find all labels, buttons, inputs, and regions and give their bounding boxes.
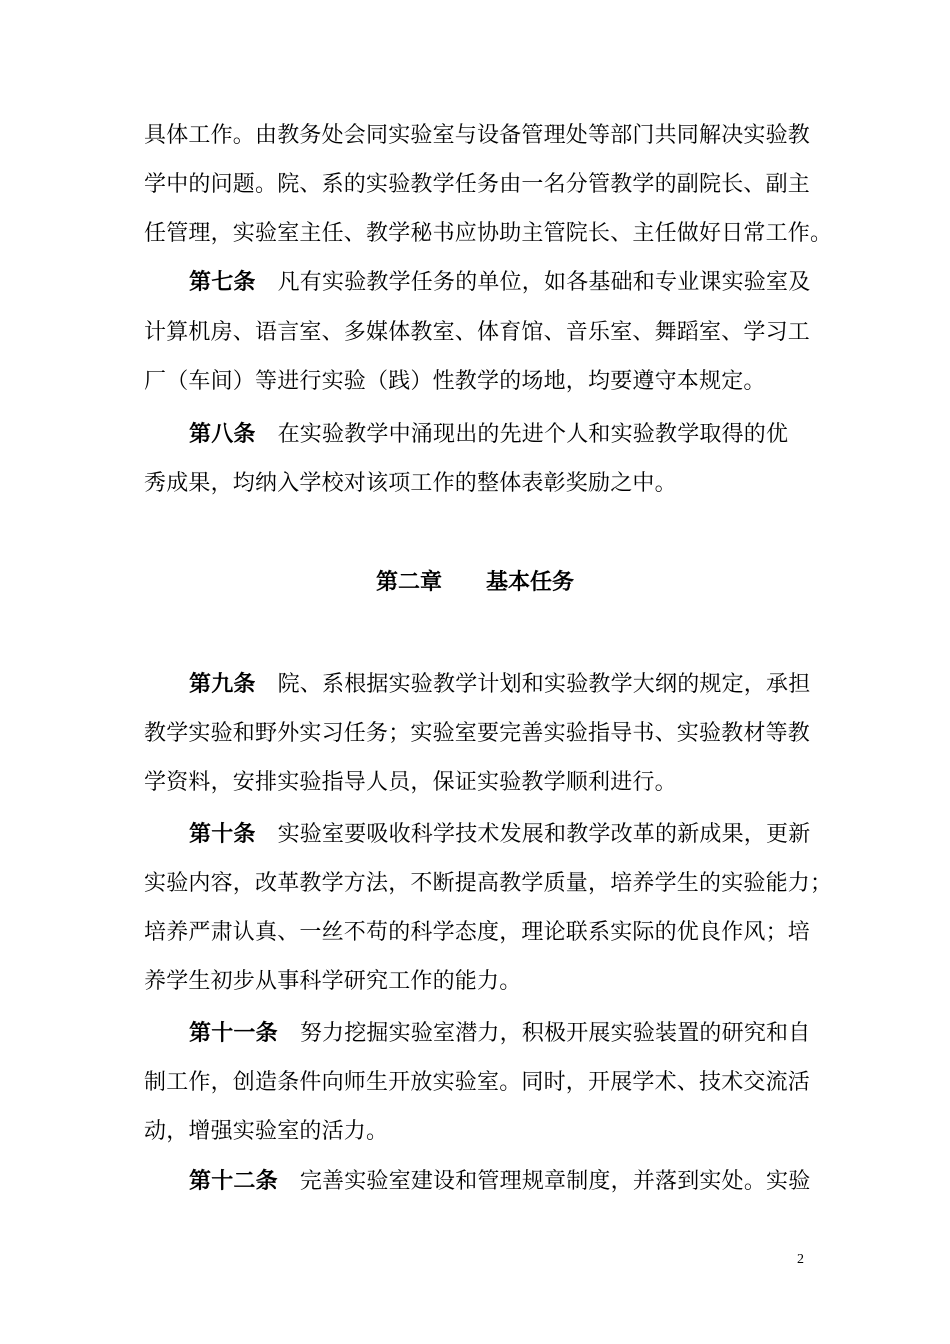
text-line: 实验室要吸收科学技术发展和教学改革的新成果，更新 (277, 822, 811, 847)
text-line: 动，增强实验室的活力。 (144, 1119, 389, 1144)
article-number: 第十条 (189, 822, 256, 847)
chapter-heading (0, 568, 950, 598)
text-line: 努力挖掘实验室潜力，积极开展实验装置的研究和自 (299, 1021, 811, 1046)
text-line: 任管理，实验室主任、教学秘书应协助主管院长、主任做好日常工作。 (144, 221, 833, 246)
text-line: 具体工作。由教务处会同实验室与设备管理处等部门共同解决实验教 (144, 123, 811, 148)
text-line: 院、系根据实验教学计划和实验教学大纲的规定，承担 (277, 672, 811, 697)
article-7-first-line (189, 268, 810, 298)
chapter-title: 基本任务 (486, 570, 575, 595)
article-number: 第十二条 (189, 1169, 278, 1194)
text-line: 凡有实验教学任务的单位，如各基础和专业课实验室及 (277, 270, 811, 295)
article-number: 第九条 (189, 672, 256, 697)
article-8-first-line (189, 420, 788, 450)
article-12-first-line (189, 1167, 810, 1197)
article-number: 第八条 (189, 422, 256, 447)
text-line: 秀成果，均纳入学校对该项工作的整体表彰奖励之中。 (144, 471, 677, 496)
text-line: 学中的问题。院、系的实验教学任务由一名分管教学的副院长、副主 (144, 172, 811, 197)
article-number: 第七条 (189, 270, 256, 295)
article-9-first-line (189, 670, 810, 700)
page-number: 2 (797, 1252, 804, 1267)
text-line: 学资料，安排实验指导人员，保证实验教学顺利进行。 (144, 770, 677, 795)
text-line: 教学实验和野外实习任务；实验室要完善实验指导书、实验教材等教 (144, 721, 811, 746)
chapter-number: 第二章 (375, 570, 442, 595)
text-line: 养学生初步从事科学研究工作的能力。 (144, 969, 522, 994)
text-line: 厂（车间）等进行实验（践）性教学的场地，均要遵守本规定。 (144, 369, 766, 394)
text-line: 制工作，创造条件向师生开放实验室。同时，开展学术、技术交流活 (144, 1070, 811, 1095)
text-line: 在实验教学中涌现出的先进个人和实验教学取得的优 (277, 422, 789, 447)
text-line: 培养严肃认真、一丝不苟的科学态度，理论联系实际的优良作风；培 (144, 920, 811, 945)
text-line: 完善实验室建设和管理规章制度，并落到实处。实验 (299, 1169, 811, 1194)
article-10-first-line (189, 820, 810, 850)
text-line: 计算机房、语言室、多媒体教室、体育馆、音乐室、舞蹈室、学习工 (144, 320, 811, 345)
article-11-first-line (189, 1019, 810, 1049)
text-line: 实验内容，改革教学方法，不断提高教学质量，培养学生的实验能力； (144, 871, 833, 896)
article-number: 第十一条 (189, 1021, 278, 1046)
